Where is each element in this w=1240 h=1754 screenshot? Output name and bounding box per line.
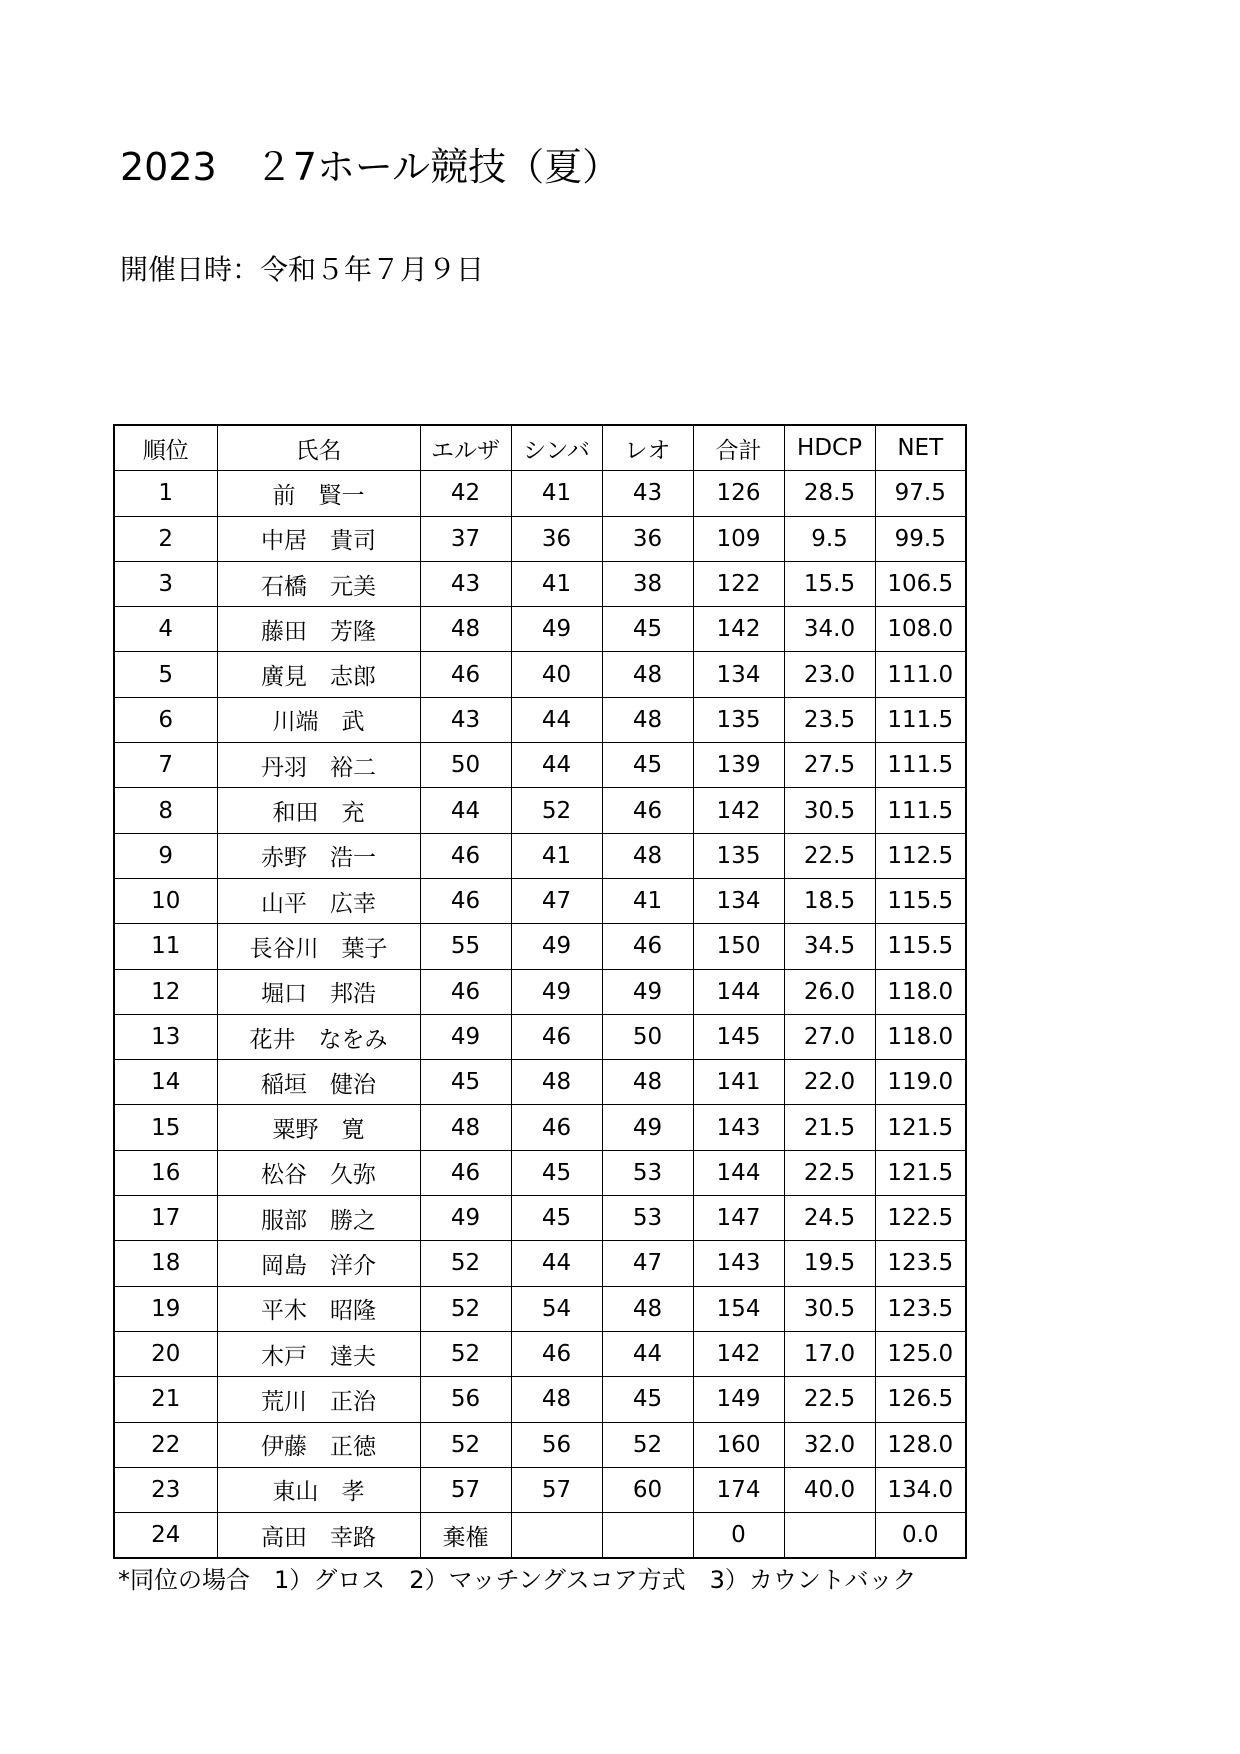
simba-score-cell: 47 [511,878,602,923]
leo-score-cell: 44 [602,1331,693,1376]
hdcp-cell: 22.5 [784,1150,875,1195]
elsa-score-cell: 46 [420,833,511,878]
leo-score-cell: 45 [602,1377,693,1422]
header-row [114,425,966,471]
header-net: NET [875,425,966,471]
simba-score-cell: 41 [511,833,602,878]
leo-score-cell: 48 [602,833,693,878]
total-cell: 134 [693,878,784,923]
simba-score-cell: 54 [511,1286,602,1331]
hdcp-cell: 9.5 [784,516,875,561]
leo-score-cell: 48 [602,1060,693,1105]
event-date: 開催日時：令和５年７月９日 [120,253,485,286]
simba-score-cell: 46 [511,1014,602,1059]
net-cell: 115.5 [875,878,966,923]
net-cell: 119.0 [875,1060,966,1105]
rank-cell: 23 [114,1467,217,1512]
leo-score-cell: 48 [602,1286,693,1331]
name-cell: 丹羽 裕二 [217,743,420,788]
table-row [114,1513,966,1559]
name-cell: 稲垣 健治 [217,1060,420,1105]
net-cell: 128.0 [875,1422,966,1467]
table-row [114,1467,966,1512]
results-table [113,424,967,1559]
simba-score-cell: 46 [511,1105,602,1150]
leo-score-cell: 46 [602,788,693,833]
elsa-score-cell: 46 [420,1150,511,1195]
simba-score-cell: 41 [511,561,602,606]
simba-score-cell: 52 [511,788,602,833]
leo-score-cell: 36 [602,516,693,561]
hdcp-cell: 40.0 [784,1467,875,1512]
simba-score-cell: 44 [511,1241,602,1286]
simba-score-cell: 45 [511,1150,602,1195]
rank-cell: 16 [114,1150,217,1195]
rank-cell: 10 [114,878,217,923]
table-row [114,1150,966,1195]
total-cell: 174 [693,1467,784,1512]
simba-score-cell: 57 [511,1467,602,1512]
elsa-score-cell: 46 [420,969,511,1014]
hdcp-cell: 26.0 [784,969,875,1014]
total-cell: 150 [693,924,784,969]
elsa-score-cell: 45 [420,1060,511,1105]
net-cell: 115.5 [875,924,966,969]
total-cell: 134 [693,652,784,697]
net-cell: 111.0 [875,652,966,697]
leo-score-cell: 49 [602,1105,693,1150]
rank-cell: 6 [114,697,217,742]
hdcp-cell: 22.0 [784,1060,875,1105]
name-cell: 平木 昭隆 [217,1286,420,1331]
elsa-score-cell: 52 [420,1422,511,1467]
net-cell: 118.0 [875,1014,966,1059]
hdcp-cell [784,1513,875,1559]
rank-cell: 13 [114,1014,217,1059]
name-cell: 荒川 正治 [217,1377,420,1422]
name-cell: 長谷川 葉子 [217,924,420,969]
name-cell: 粟野 寛 [217,1105,420,1150]
name-cell: 花井 なをみ [217,1014,420,1059]
table-row [114,1014,966,1059]
name-cell: 岡島 洋介 [217,1241,420,1286]
net-cell: 0.0 [875,1513,966,1559]
elsa-score-cell: 44 [420,788,511,833]
hdcp-cell: 22.5 [784,1377,875,1422]
elsa-score-cell: 棄権 [420,1513,511,1559]
total-cell: 160 [693,1422,784,1467]
elsa-score-cell: 52 [420,1331,511,1376]
simba-score-cell: 49 [511,607,602,652]
name-cell: 山平 広幸 [217,878,420,923]
name-cell: 前 賢一 [217,471,420,516]
rank-cell: 9 [114,833,217,878]
net-cell: 112.5 [875,833,966,878]
leo-score-cell: 46 [602,924,693,969]
total-cell: 154 [693,1286,784,1331]
leo-score-cell [602,1513,693,1559]
net-cell: 134.0 [875,1467,966,1512]
net-cell: 123.5 [875,1241,966,1286]
hdcp-cell: 27.0 [784,1014,875,1059]
hdcp-cell: 18.5 [784,878,875,923]
simba-score-cell: 46 [511,1331,602,1376]
table-row [114,1060,966,1105]
hdcp-cell: 23.0 [784,652,875,697]
simba-score-cell: 44 [511,697,602,742]
table-row [114,969,966,1014]
table-row [114,697,966,742]
table-row [114,652,966,697]
simba-score-cell: 40 [511,652,602,697]
header-rank: 順位 [114,425,217,471]
rank-cell: 22 [114,1422,217,1467]
net-cell: 99.5 [875,516,966,561]
header-total: 合計 [693,425,784,471]
name-cell: 和田 充 [217,788,420,833]
total-cell: 141 [693,1060,784,1105]
total-cell: 0 [693,1513,784,1559]
net-cell: 108.0 [875,607,966,652]
hdcp-cell: 30.5 [784,788,875,833]
tiebreak-note: *同位の場合 1）グロス 2）マッチングスコア方式 3）カウントバック [118,1566,917,1594]
elsa-score-cell: 48 [420,607,511,652]
net-cell: 106.5 [875,561,966,606]
net-cell: 97.5 [875,471,966,516]
name-cell: 高田 幸路 [217,1513,420,1559]
simba-score-cell: 56 [511,1422,602,1467]
leo-score-cell: 53 [602,1150,693,1195]
elsa-score-cell: 56 [420,1377,511,1422]
hdcp-cell: 24.5 [784,1196,875,1241]
total-cell: 135 [693,697,784,742]
rank-cell: 14 [114,1060,217,1105]
table-row [114,516,966,561]
leo-score-cell: 45 [602,743,693,788]
table-row [114,833,966,878]
leo-score-cell: 43 [602,471,693,516]
name-cell: 松谷 久弥 [217,1150,420,1195]
elsa-score-cell: 48 [420,1105,511,1150]
rank-cell: 20 [114,1331,217,1376]
header-leo: レオ [602,425,693,471]
table-row [114,788,966,833]
rank-cell: 2 [114,516,217,561]
elsa-score-cell: 55 [420,924,511,969]
total-cell: 142 [693,607,784,652]
hdcp-cell: 32.0 [784,1422,875,1467]
table-row [114,1422,966,1467]
hdcp-cell: 17.0 [784,1331,875,1376]
net-cell: 121.5 [875,1150,966,1195]
elsa-score-cell: 46 [420,652,511,697]
net-cell: 123.5 [875,1286,966,1331]
leo-score-cell: 48 [602,652,693,697]
rank-cell: 24 [114,1513,217,1559]
rank-cell: 7 [114,743,217,788]
total-cell: 149 [693,1377,784,1422]
hdcp-cell: 15.5 [784,561,875,606]
rank-cell: 1 [114,471,217,516]
elsa-score-cell: 43 [420,697,511,742]
net-cell: 111.5 [875,788,966,833]
net-cell: 126.5 [875,1377,966,1422]
table-row [114,607,966,652]
total-cell: 126 [693,471,784,516]
leo-score-cell: 47 [602,1241,693,1286]
table-row [114,743,966,788]
elsa-score-cell: 52 [420,1241,511,1286]
header-simba: シンバ [511,425,602,471]
total-cell: 139 [693,743,784,788]
name-cell: 木戸 達夫 [217,1331,420,1376]
hdcp-cell: 19.5 [784,1241,875,1286]
total-cell: 109 [693,516,784,561]
elsa-score-cell: 57 [420,1467,511,1512]
elsa-score-cell: 49 [420,1196,511,1241]
simba-score-cell [511,1513,602,1559]
rank-cell: 12 [114,969,217,1014]
leo-score-cell: 48 [602,697,693,742]
table-row [114,878,966,923]
name-cell: 服部 勝之 [217,1196,420,1241]
simba-score-cell: 41 [511,471,602,516]
hdcp-cell: 28.5 [784,471,875,516]
table-row [114,1377,966,1422]
net-cell: 121.5 [875,1105,966,1150]
hdcp-cell: 21.5 [784,1105,875,1150]
simba-score-cell: 49 [511,969,602,1014]
simba-score-cell: 44 [511,743,602,788]
net-cell: 125.0 [875,1331,966,1376]
name-cell: 川端 武 [217,697,420,742]
hdcp-cell: 34.5 [784,924,875,969]
net-cell: 122.5 [875,1196,966,1241]
name-cell: 中居 貴司 [217,516,420,561]
name-cell: 東山 孝 [217,1467,420,1512]
rank-cell: 18 [114,1241,217,1286]
table-row [114,924,966,969]
hdcp-cell: 23.5 [784,697,875,742]
page-title: 2023 ２7ホール競技（夏） [120,145,621,189]
elsa-score-cell: 52 [420,1286,511,1331]
net-cell: 118.0 [875,969,966,1014]
table-row [114,1331,966,1376]
name-cell: 藤田 芳隆 [217,607,420,652]
results-body [114,471,966,1559]
header-name: 氏名 [217,425,420,471]
total-cell: 122 [693,561,784,606]
elsa-score-cell: 43 [420,561,511,606]
hdcp-cell: 30.5 [784,1286,875,1331]
table-row [114,1241,966,1286]
name-cell: 石橋 元美 [217,561,420,606]
leo-score-cell: 41 [602,878,693,923]
rank-cell: 8 [114,788,217,833]
elsa-score-cell: 50 [420,743,511,788]
name-cell: 廣見 志郎 [217,652,420,697]
total-cell: 142 [693,1331,784,1376]
total-cell: 143 [693,1105,784,1150]
name-cell: 堀口 邦浩 [217,969,420,1014]
rank-cell: 17 [114,1196,217,1241]
elsa-score-cell: 42 [420,471,511,516]
net-cell: 111.5 [875,743,966,788]
rank-cell: 15 [114,1105,217,1150]
total-cell: 144 [693,969,784,1014]
net-cell: 111.5 [875,697,966,742]
leo-score-cell: 52 [602,1422,693,1467]
rank-cell: 19 [114,1286,217,1331]
simba-score-cell: 49 [511,924,602,969]
rank-cell: 4 [114,607,217,652]
simba-score-cell: 45 [511,1196,602,1241]
name-cell: 赤野 浩一 [217,833,420,878]
total-cell: 145 [693,1014,784,1059]
leo-score-cell: 38 [602,561,693,606]
header-hdcp: HDCP [784,425,875,471]
total-cell: 144 [693,1150,784,1195]
leo-score-cell: 53 [602,1196,693,1241]
rank-cell: 11 [114,924,217,969]
elsa-score-cell: 46 [420,878,511,923]
elsa-score-cell: 49 [420,1014,511,1059]
rank-cell: 21 [114,1377,217,1422]
hdcp-cell: 34.0 [784,607,875,652]
leo-score-cell: 50 [602,1014,693,1059]
table-row [114,1286,966,1331]
leo-score-cell: 49 [602,969,693,1014]
table-row [114,1105,966,1150]
simba-score-cell: 36 [511,516,602,561]
total-cell: 142 [693,788,784,833]
elsa-score-cell: 37 [420,516,511,561]
total-cell: 147 [693,1196,784,1241]
rank-cell: 5 [114,652,217,697]
leo-score-cell: 60 [602,1467,693,1512]
rank-cell: 3 [114,561,217,606]
table-row [114,471,966,516]
hdcp-cell: 27.5 [784,743,875,788]
simba-score-cell: 48 [511,1060,602,1105]
name-cell: 伊藤 正徳 [217,1422,420,1467]
simba-score-cell: 48 [511,1377,602,1422]
total-cell: 143 [693,1241,784,1286]
table-row [114,561,966,606]
leo-score-cell: 45 [602,607,693,652]
table-row [114,1196,966,1241]
hdcp-cell: 22.5 [784,833,875,878]
total-cell: 135 [693,833,784,878]
header-elsa: エルザ [420,425,511,471]
